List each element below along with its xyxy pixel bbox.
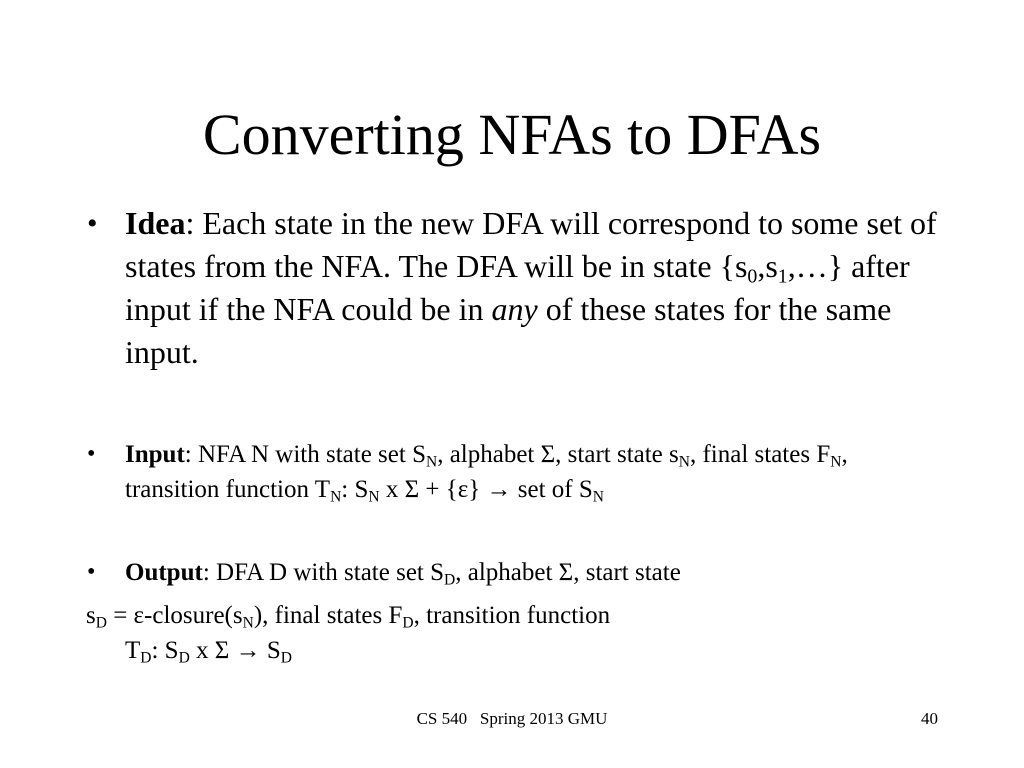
idea-text-1: : Each state in the new DFA will correspond to some set of states from the NFA. The DFA will be in state {s: [125, 205, 937, 284]
input-sub: N: [425, 453, 438, 471]
input-label: Input: [125, 441, 185, 468]
input-text-3: , final states F: [689, 441, 831, 468]
input-sub: N: [830, 453, 842, 471]
cont-sub: D: [280, 649, 292, 667]
cont-text-5: T: [125, 637, 141, 664]
bullet-idea: [87, 202, 945, 374]
input-text-4: , transition function T: [125, 441, 848, 503]
cont-sub: D: [95, 614, 107, 632]
bullet-dot: •: [87, 207, 98, 240]
output-continuation: [86, 598, 966, 668]
idea-sub-0: 0: [747, 265, 758, 288]
arrow-icon: →: [486, 476, 512, 503]
idea-sub-1: 1: [777, 265, 788, 288]
cont-text-8: S: [260, 637, 281, 664]
bullet-output: [87, 555, 945, 590]
cont-sub: N: [242, 614, 254, 632]
footer-course: CS 540 Spring 2013 GMU: [416, 709, 608, 728]
input-sub: N: [330, 488, 342, 506]
idea-text-2: ,s: [757, 248, 778, 284]
transition-function-line: [86, 633, 966, 668]
cont-sub: D: [178, 649, 190, 667]
bullet-dot: •: [87, 441, 96, 467]
idea-text-4: of these states for the same input.: [125, 291, 892, 370]
input-text-1: : NFA N with state set S: [184, 441, 426, 468]
bullet-dot: •: [87, 559, 96, 585]
input-sub: N: [592, 488, 604, 506]
output-sub: D: [444, 571, 456, 589]
input-sub: N: [368, 488, 380, 506]
slide-title: Converting NFAs to DFAs: [202, 102, 822, 167]
input-text-2: , alphabet Σ, start state s: [437, 441, 679, 468]
idea-text-3: ,…} after input if the NFA could be in: [125, 248, 910, 327]
output-label: Output: [125, 559, 203, 586]
cont-text-6: : S: [151, 637, 179, 664]
output-text-1: : DFA D with state set S: [202, 559, 445, 586]
cont-text-1: s: [86, 602, 96, 629]
input-text-5: : S: [341, 476, 369, 503]
input-text-7: set of S: [511, 476, 593, 503]
cont-sub: D: [402, 614, 414, 632]
cont-text-3: ), final states F: [253, 602, 403, 629]
bullet-input: [87, 437, 945, 507]
input-sub: N: [678, 453, 690, 471]
output-text-2: , alphabet Σ, start state: [455, 559, 681, 586]
cont-text-7: x Σ: [189, 637, 236, 664]
page-number: 40: [921, 709, 938, 728]
cont-text-4: , transition function: [413, 602, 611, 629]
cont-sub: D: [140, 649, 152, 667]
idea-emphasis: any: [491, 291, 538, 327]
input-text-6: x Σ + {ε}: [379, 476, 487, 503]
arrow-icon: →: [235, 637, 261, 664]
cont-text-2: = ε-closure(s: [106, 602, 243, 629]
idea-label: Idea: [125, 205, 186, 241]
